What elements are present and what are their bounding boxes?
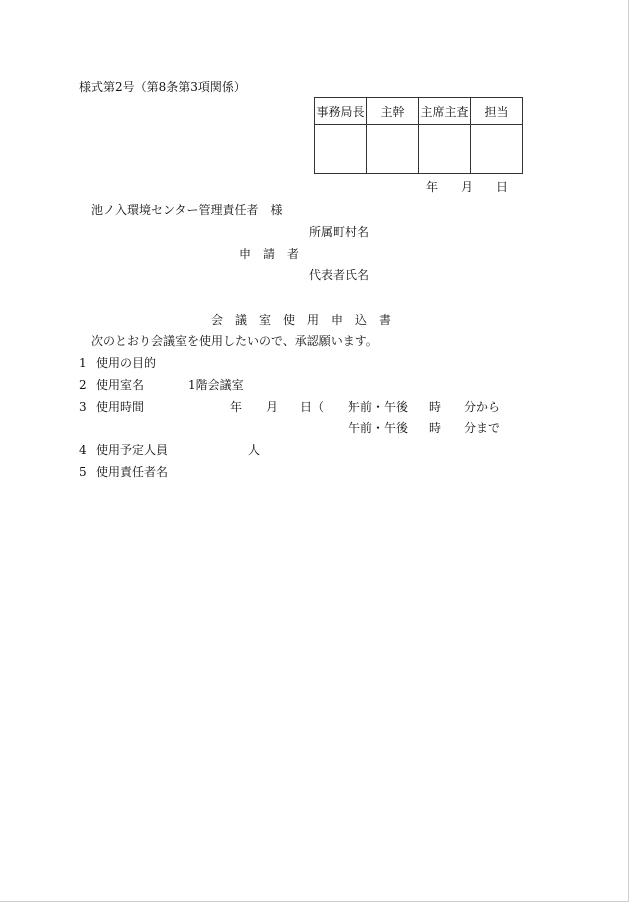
time-day: 日（ ） (300, 400, 361, 414)
applicant-label: 申 請 者 (239, 247, 300, 261)
approval-header-senior-examiner: 主席主査 (419, 98, 471, 125)
intro-text: 次のとおり会議室を使用したいので、承認願います。 (91, 334, 378, 348)
room-value: 1階会議室 (188, 378, 244, 392)
time-minute-to: 分まで (464, 421, 501, 435)
approval-header-staff: 担当 (471, 98, 523, 125)
approval-stamp-cell (419, 125, 471, 174)
approval-stamp-cell (471, 125, 523, 174)
approval-header-chief: 主幹 (367, 98, 419, 125)
people-label: 使用予定人員 (96, 443, 169, 457)
time-ampm-to: 午前・午後 (348, 421, 409, 435)
time-hour-from: 時 (429, 400, 442, 414)
item-number: 2 (79, 378, 87, 392)
approval-stamp-cell (315, 125, 367, 174)
addressee: 池ノ入環境センター管理責任者 様 (91, 203, 283, 217)
item-number: 5 (79, 465, 87, 479)
document-title: 会 議 室 使 用 申 込 書 (211, 313, 392, 327)
item-number: 1 (79, 356, 87, 370)
time-year: 年 (230, 400, 243, 414)
room-label: 使用室名 (96, 378, 145, 392)
time-hour-to: 時 (429, 421, 442, 435)
approval-table (314, 97, 523, 174)
item-number: 3 (79, 400, 87, 414)
people-unit: 人 (248, 443, 261, 457)
form-number: 様式第2号（第8条第3項関係） (79, 80, 246, 94)
approval-stamp-cell (367, 125, 419, 174)
time-month: 月 (266, 400, 279, 414)
municipality-label: 所属町村名 (309, 225, 370, 239)
responsible-label: 使用責任者名 (96, 465, 169, 479)
time-label: 使用時間 (96, 400, 145, 414)
approval-header-row (315, 98, 523, 125)
representative-label: 代表者氏名 (309, 268, 370, 282)
date-day: 日 (496, 180, 509, 194)
approval-header-secretary-general: 事務局長 (315, 98, 367, 125)
date-year: 年 (426, 180, 439, 194)
approval-stamp-row (315, 125, 523, 174)
purpose-label: 使用の目的 (96, 356, 157, 370)
time-ampm-from: 午前・午後 (348, 400, 409, 414)
time-minute-from: 分から (464, 400, 501, 414)
date-month: 月 (461, 180, 474, 194)
item-number: 4 (79, 443, 87, 457)
